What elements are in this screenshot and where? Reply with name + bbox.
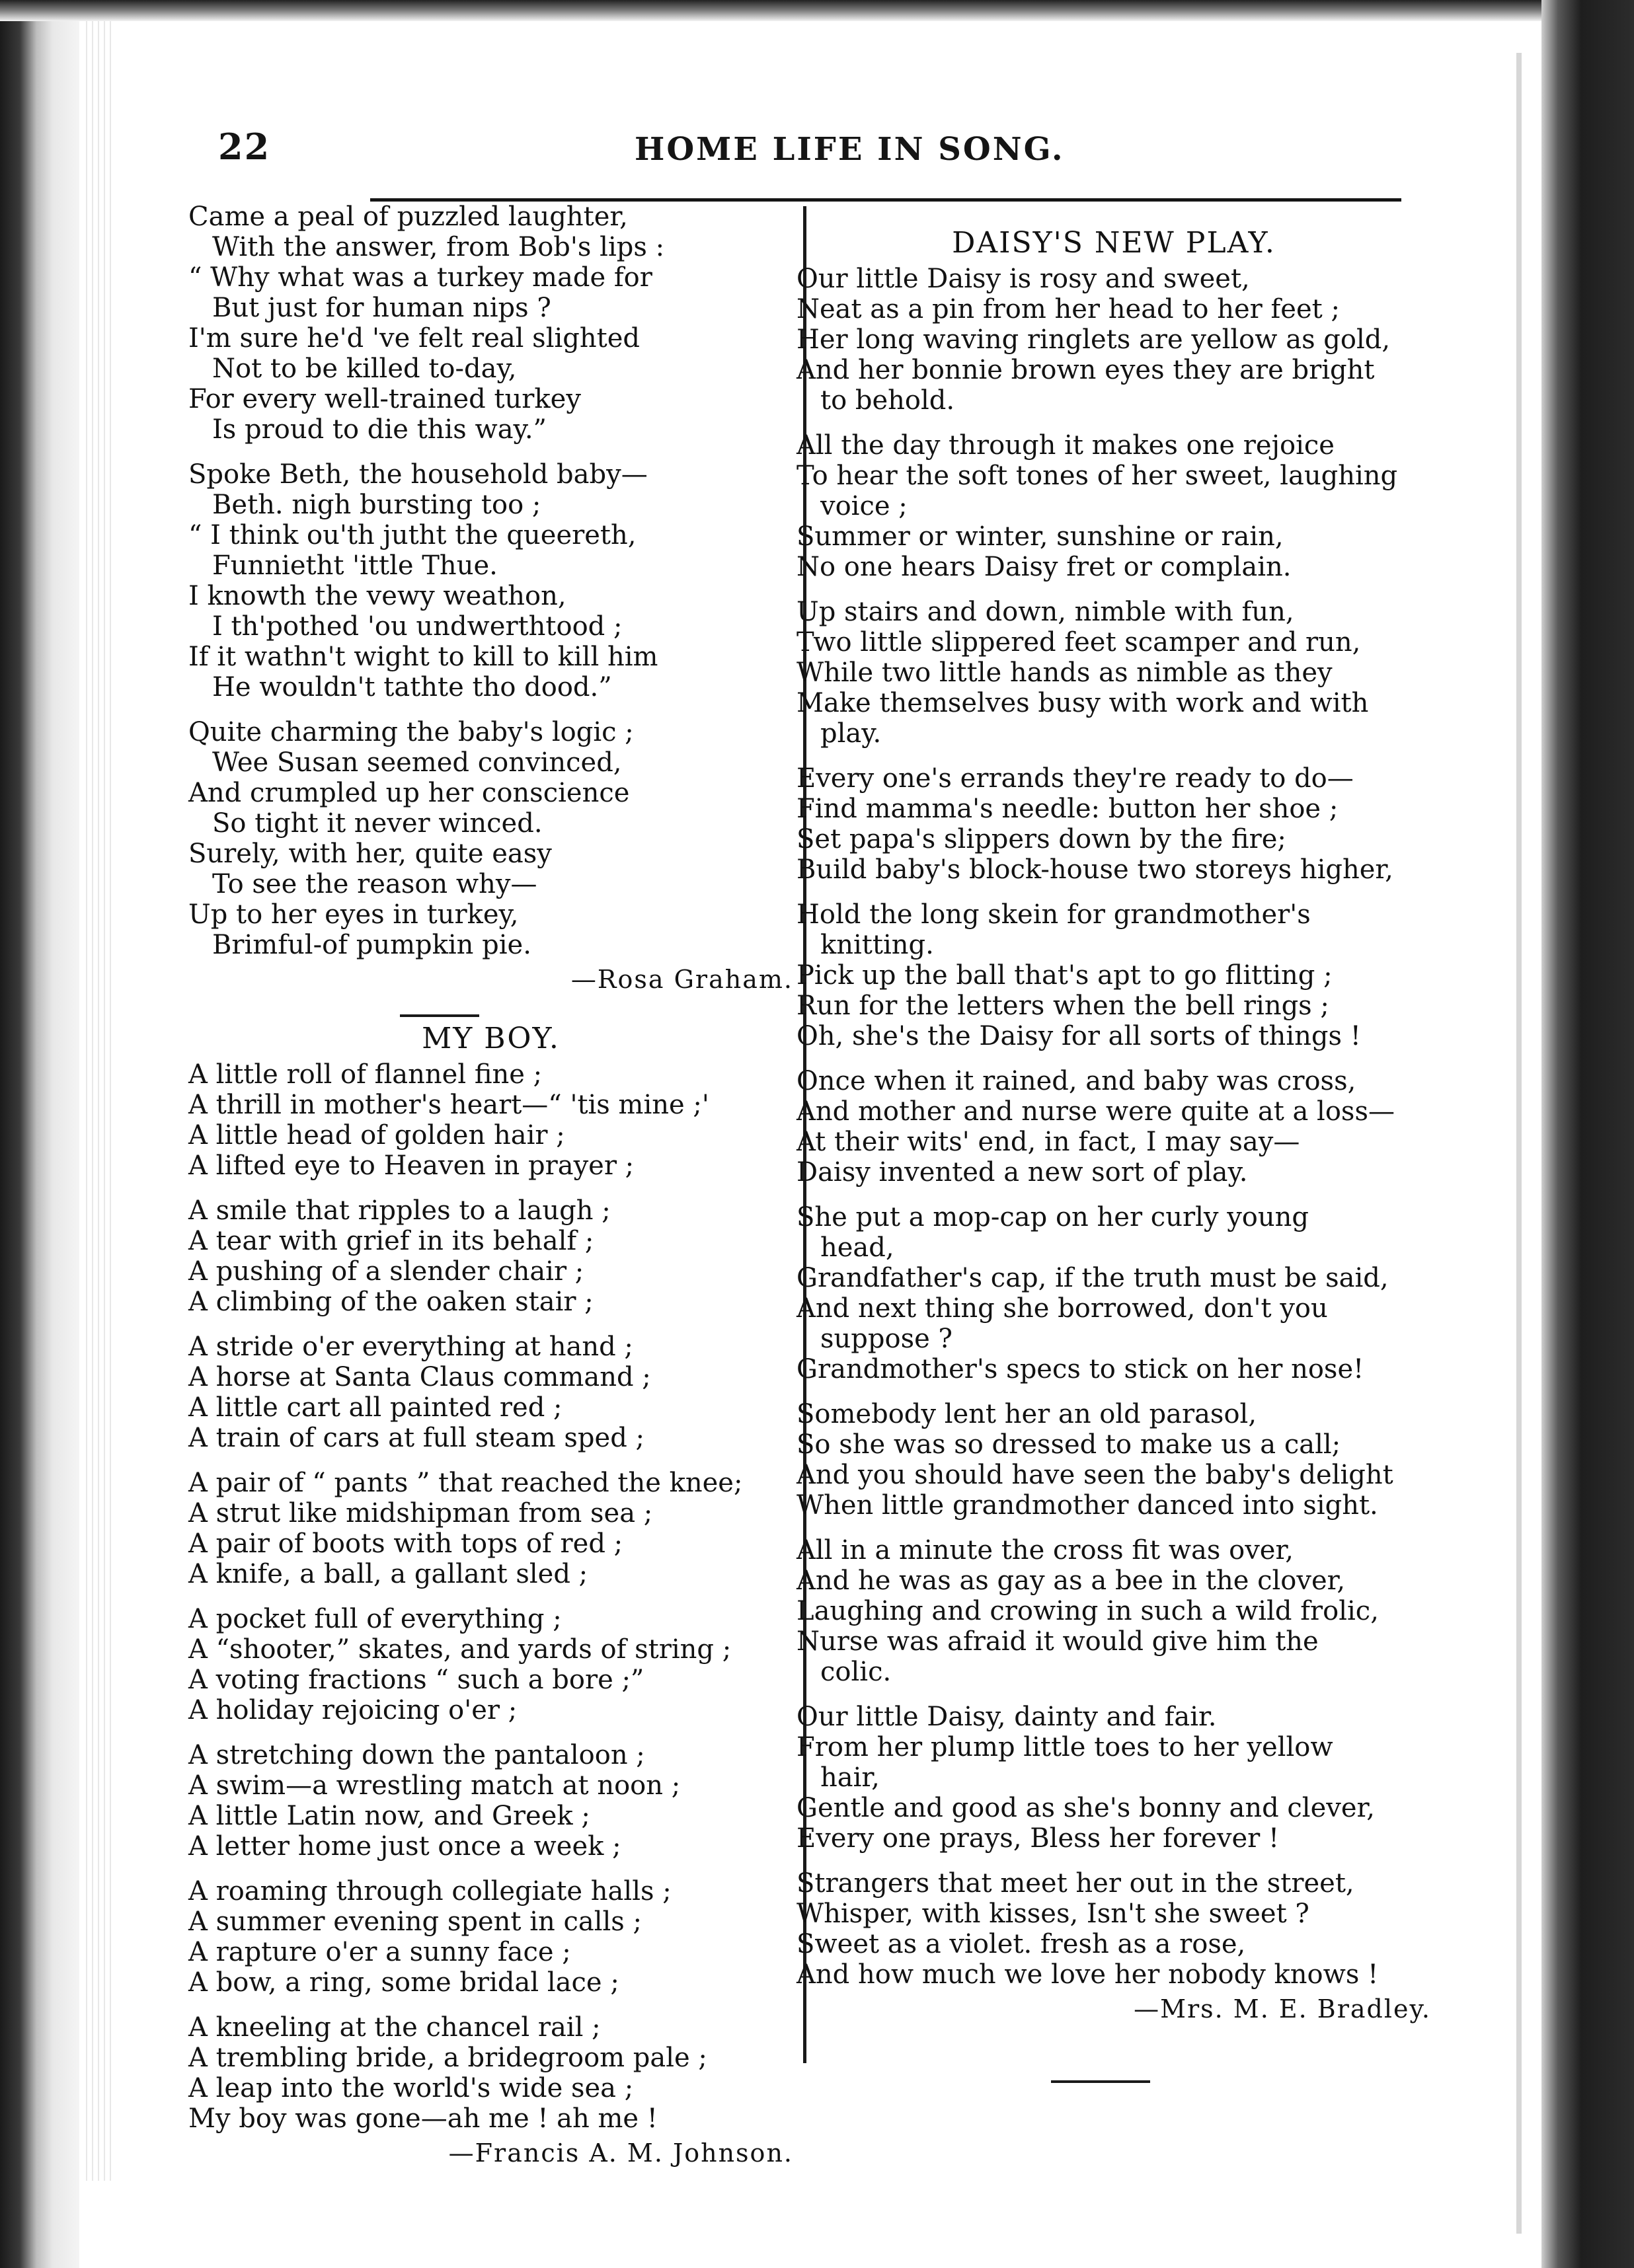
verse-line: Hold the long skein for grandmother's — [797, 899, 1311, 930]
stanza — [797, 597, 1431, 749]
verse-line: She put a mop-cap on her curly young — [797, 1202, 1309, 1232]
verse-line: “ I think ou'th jutht the queereth, — [188, 520, 637, 550]
verse-line: colic. — [820, 1657, 892, 1687]
stanza-gap — [797, 582, 1431, 597]
left-column — [188, 202, 793, 2168]
stanza — [797, 899, 1431, 1051]
stanza — [188, 1604, 793, 1725]
verse-line: A horse at Santa Claus command ; — [188, 1362, 651, 1392]
poem-author: —Rosa Graham. — [570, 965, 793, 994]
right-paper-fold — [1516, 53, 1522, 2234]
right-scan-edge — [1541, 0, 1634, 2268]
stanza-gap — [188, 702, 793, 717]
verse-line: Summer or winter, sunshine or rain, — [797, 521, 1284, 552]
verse-line: From her plump little toes to her yellow — [797, 1732, 1333, 1762]
verse-line: To see the reason why— — [212, 869, 537, 899]
verse-line: A swim—a wrestling match at noon ; — [188, 1770, 681, 1801]
stanza-gap — [797, 885, 1431, 899]
section-rule — [400, 1014, 479, 1017]
stanza-gap — [797, 1188, 1431, 1202]
verse-line: A smile that ripples to a laugh ; — [188, 1195, 611, 1226]
verse-line: A pair of “ pants ” that reached the knee; — [188, 1468, 743, 1498]
stanza — [188, 1195, 793, 1317]
verse-line: Find mamma's needle: button her shoe ; — [797, 794, 1339, 824]
stanza-gap — [188, 1317, 793, 1332]
verse-line: Strangers that meet her out in the street, — [797, 1868, 1354, 1899]
running-head: HOME LIFE IN SONG. — [635, 131, 1065, 168]
stanza-gap — [797, 1521, 1431, 1535]
verse-line: suppose ? — [820, 1324, 953, 1354]
verse-line: A trembling bride, a bridegroom pale ; — [188, 2043, 707, 2073]
verse-line: A bow, a ring, some bridal lace ; — [188, 1967, 619, 1998]
verse-line: Surely, with her, quite easy — [188, 839, 552, 869]
stanza-gap — [188, 1181, 793, 1195]
verse-line: Brimful-of pumpkin pie. — [212, 930, 531, 960]
page-header — [172, 119, 1441, 192]
verse-line: While two little hands as nimble as they — [797, 658, 1333, 688]
verse-line: hair, — [820, 1762, 880, 1793]
verse-line: Grandfather's cap, if the truth must be said, — [797, 1263, 1389, 1293]
verse-line: Up stairs and down, nimble with fun, — [797, 597, 1294, 627]
verse-line: Beth. nigh bursting too ; — [212, 490, 541, 520]
verse-line: Not to be killed to-day, — [212, 354, 517, 384]
end-ornament-rule — [1051, 2080, 1150, 2083]
verse-line: When little grandmother danced into sight. — [797, 1490, 1378, 1521]
verse-line: Set papa's slippers down by the fire; — [797, 824, 1286, 854]
verse-line: Oh, she's the Daisy for all sorts of things ! — [797, 1021, 1361, 1051]
verse-line: A voting fractions “ such a bore ;” — [188, 1665, 644, 1695]
stanza — [797, 264, 1431, 416]
stanza — [188, 1468, 793, 1589]
verse-line: A thrill in mother's heart—“ 'tis mine ;' — [188, 1090, 709, 1120]
verse-line: head, — [820, 1232, 894, 1263]
stanza-gap — [188, 445, 793, 459]
stanza — [797, 763, 1431, 885]
verse-line: Our little Daisy, dainty and fair. — [797, 1702, 1217, 1732]
verse-line: A summer evening spent in calls ; — [188, 1907, 642, 1937]
verse-line: A little Latin now, and Greek ; — [188, 1801, 590, 1831]
verse-line: Gentle and good as she's bonny and clever, — [797, 1793, 1375, 1823]
verse-line: voice ; — [820, 491, 908, 521]
verse-line: Came a peal of puzzled laughter, — [188, 202, 628, 232]
verse-line: play. — [820, 718, 882, 749]
verse-line: Wee Susan seemed convinced, — [212, 747, 622, 778]
verse-line: All in a minute the cross fit was over, — [797, 1535, 1294, 1566]
verse-line: So tight it never winced. — [212, 808, 543, 839]
stanza — [188, 1740, 793, 1862]
verse-line: A stretching down the pantaloon ; — [188, 1740, 645, 1770]
stanza — [797, 1202, 1431, 1384]
verse-line: Daisy invented a new sort of play. — [797, 1157, 1248, 1188]
poem-title: MY BOY. — [422, 1022, 560, 1055]
verse-line: Up to her eyes in turkey, — [188, 899, 519, 930]
stanza-gap — [188, 1725, 793, 1740]
verse-line: “ Why what was a turkey made for — [188, 262, 652, 293]
verse-line: I knowth the vewy weathon, — [188, 581, 566, 611]
top-scan-edge — [0, 0, 1634, 21]
verse-line: to behold. — [820, 385, 955, 416]
verse-line: A little roll of flannel fine ; — [188, 1059, 543, 1090]
verse-line: Grandmother's specs to stick on her nose! — [797, 1354, 1364, 1384]
verse-line: At their wits' end, in fact, I may say— — [797, 1127, 1300, 1157]
verse-line: A lifted eye to Heaven in prayer ; — [188, 1151, 635, 1181]
verse-line: And next thing she borrowed, don't you — [797, 1293, 1328, 1324]
stanza — [188, 1876, 793, 1998]
stanza — [797, 1702, 1431, 1854]
verse-line: Two little slippered feet scamper and run, — [797, 627, 1361, 658]
poem-author: —Mrs. M. E. Bradley. — [1134, 1994, 1431, 2023]
verse-line: A letter home just once a week ; — [188, 1831, 621, 1862]
verse-line: Nurse was afraid it would give him the — [797, 1626, 1319, 1657]
verse-line: Pick up the ball that's apt to go flitting ; — [797, 960, 1333, 991]
verse-line: A little head of golden hair ; — [188, 1120, 565, 1151]
poem-author: —Francis A. M. Johnson. — [448, 2138, 793, 2168]
verse-line: And mother and nurse were quite at a loss— — [797, 1096, 1395, 1127]
verse-line: Every one prays, Bless her forever ! — [797, 1823, 1280, 1854]
verse-line: Make themselves busy with work and with — [797, 688, 1369, 718]
verse-line: Neat as a pin from her head to her feet ; — [797, 294, 1340, 324]
verse-line: My boy was gone—ah me ! ah me ! — [188, 2103, 658, 2134]
stanza-gap — [797, 1854, 1431, 1868]
verse-line: And he was as gay as a bee in the clover, — [797, 1566, 1346, 1596]
verse-line: Once when it rained, and baby was cross, — [797, 1066, 1356, 1096]
stanza — [188, 459, 793, 702]
verse-line: If it wathn't wight to kill to kill him — [188, 642, 658, 672]
stanza-gap — [797, 1051, 1431, 1066]
verse-line: Spoke Beth, the household baby— — [188, 459, 648, 490]
stanza — [797, 1535, 1431, 1687]
verse-line: A train of cars at full steam sped ; — [188, 1423, 644, 1453]
stanza — [188, 1059, 793, 1181]
verse-line: A pocket full of everything ; — [188, 1604, 562, 1634]
stanza — [797, 1066, 1431, 1188]
stanza-gap — [797, 1687, 1431, 1702]
poem-title: DAISY'S NEW PLAY. — [952, 226, 1276, 260]
stanza — [188, 1332, 793, 1453]
verse-line: And her bonnie brown eyes they are bright — [797, 355, 1375, 385]
verse-line: A rapture o'er a sunny face ; — [188, 1937, 571, 1967]
stanza-gap — [797, 1384, 1431, 1399]
stanza-gap — [188, 1998, 793, 2012]
verse-line: A little cart all painted red ; — [188, 1392, 563, 1423]
verse-line: And how much we love her nobody knows ! — [797, 1959, 1379, 1990]
stanza — [797, 430, 1431, 582]
stanza-gap — [188, 1589, 793, 1604]
verse-line: A knife, a ball, a gallant sled ; — [188, 1559, 588, 1589]
verse-line: Run for the letters when the bell rings ; — [797, 991, 1329, 1021]
verse-line: No one hears Daisy fret or complain. — [797, 552, 1292, 582]
verse-line: But just for human nips ? — [212, 293, 551, 323]
verse-line: Her long waving ringlets are yellow as gold, — [797, 324, 1391, 355]
verse-line: A tear with grief in its behalf ; — [188, 1226, 594, 1256]
right-column — [797, 221, 1431, 2024]
verse-line: A pushing of a slender chair ; — [188, 1256, 584, 1287]
verse-line: A strut like midshipman from sea ; — [188, 1498, 653, 1529]
page-stack-edge — [86, 0, 112, 2181]
verse-line: All the day through it makes one rejoice — [797, 430, 1335, 461]
stanza — [188, 717, 793, 960]
stanza — [188, 2012, 793, 2134]
page-number: 22 — [218, 126, 271, 168]
verse-line: A leap into the world's wide sea ; — [188, 2073, 634, 2103]
verse-line: And you should have seen the baby's delight — [797, 1460, 1393, 1490]
verse-line: A kneeling at the chancel rail ; — [188, 2012, 601, 2043]
verse-line: Every one's errands they're ready to do— — [797, 763, 1354, 794]
verse-line: A climbing of the oaken stair ; — [188, 1287, 594, 1317]
verse-line: Is proud to die this way.” — [212, 414, 547, 445]
verse-line: And crumpled up her conscience — [188, 778, 630, 808]
verse-line: Somebody lent her an old parasol, — [797, 1399, 1257, 1429]
verse-line: A “shooter,” skates, and yards of string ; — [188, 1634, 732, 1665]
verse-line: knitting. — [820, 930, 934, 960]
verse-line: Quite charming the baby's logic ; — [188, 717, 634, 747]
verse-line: I'm sure he'd 've felt real slighted — [188, 323, 641, 354]
verse-line: A roaming through collegiate halls ; — [188, 1876, 672, 1907]
verse-line: Sweet as a violet. fresh as a rose, — [797, 1929, 1246, 1959]
stanza-gap — [797, 416, 1431, 430]
verse-line: A holiday rejoicing o'er ; — [188, 1695, 518, 1725]
verse-line: A stride o'er everything at hand ; — [188, 1332, 633, 1362]
verse-line: So she was so dressed to make us a call; — [797, 1429, 1341, 1460]
verse-line: Build baby's block-house two storeys higher, — [797, 854, 1393, 885]
stanza-gap — [188, 1862, 793, 1876]
stanza — [188, 202, 793, 445]
stanza — [797, 1868, 1431, 1990]
verse-line: Laughing and crowing in such a wild frolic, — [797, 1596, 1379, 1626]
verse-line: For every well-trained turkey — [188, 384, 581, 414]
stanza — [797, 1399, 1431, 1521]
verse-line: A pair of boots with tops of red ; — [188, 1529, 623, 1559]
verse-line: I th'pothed 'ou undwerthtood ; — [212, 611, 623, 642]
verse-line: He wouldn't tathte tho dood.” — [212, 672, 612, 702]
stanza-gap — [797, 749, 1431, 763]
binding-edge — [0, 0, 79, 2268]
verse-line: Our little Daisy is rosy and sweet, — [797, 264, 1250, 294]
verse-line: Whisper, with kisses, Isn't she sweet ? — [797, 1899, 1309, 1929]
verse-line: To hear the soft tones of her sweet, laughing — [797, 461, 1398, 491]
stanza-gap — [188, 1453, 793, 1468]
verse-line: With the answer, from Bob's lips : — [212, 232, 665, 262]
verse-line: Funnietht 'ittle Thue. — [212, 550, 498, 581]
